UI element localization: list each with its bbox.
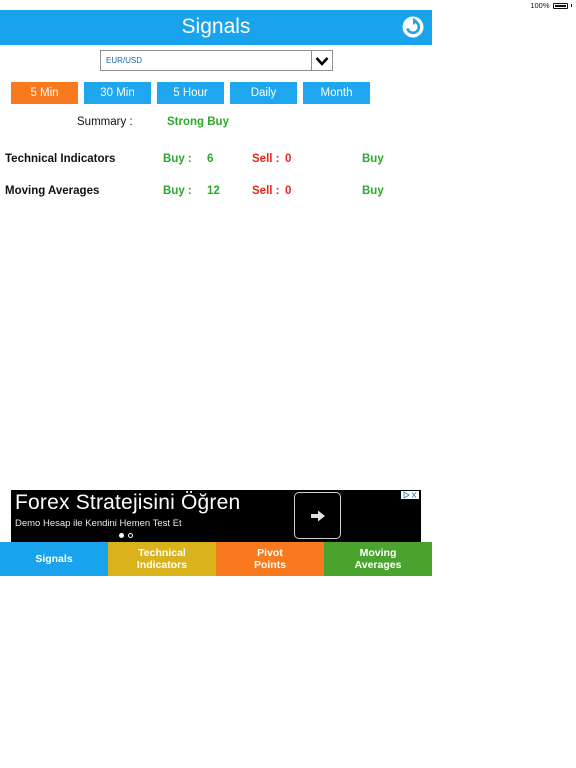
currency-pair-value: EUR/USD xyxy=(106,56,143,65)
tab-signals[interactable] xyxy=(0,542,108,576)
ad-subtext: Demo Hesap ile Kendini Hemen Test Et xyxy=(15,518,182,529)
adchoices-icon[interactable] xyxy=(401,491,419,499)
sell-label: Sell : xyxy=(252,153,280,165)
tab-label: Moving Averages xyxy=(354,547,402,571)
sell-label: Sell : xyxy=(252,185,280,197)
buy-label: Buy : xyxy=(163,153,192,165)
ad-banner[interactable] xyxy=(11,490,421,542)
ad-cta-button[interactable] xyxy=(294,492,341,539)
currency-pair-select[interactable] xyxy=(100,50,333,71)
signal-value: Buy xyxy=(362,153,384,165)
dropdown-toggle[interactable] xyxy=(311,51,332,70)
nav-bar xyxy=(0,10,432,45)
tab-label: Pivot Points xyxy=(253,547,287,571)
summary-value: Strong Buy xyxy=(167,116,229,128)
refresh-button[interactable] xyxy=(402,16,424,38)
ad-page-indicator xyxy=(119,533,133,538)
row-label: Technical Indicators xyxy=(5,153,116,165)
timeframe-5min-button[interactable]: 5 Min xyxy=(11,82,78,104)
tab-technical-indicators[interactable] xyxy=(108,542,216,576)
tab-label: Signals xyxy=(35,553,73,565)
page-title: Signals xyxy=(181,15,251,38)
status-right xyxy=(530,1,572,10)
refresh-icon xyxy=(402,16,424,38)
page-dot xyxy=(128,533,133,538)
battery-nub xyxy=(571,4,573,7)
timeframe-30min-button[interactable]: 30 Min xyxy=(84,82,151,104)
timeframe-month-button[interactable]: Month xyxy=(303,82,370,104)
sell-count: 0 xyxy=(285,185,292,197)
buy-count: 12 xyxy=(207,185,220,197)
timeframe-daily-button[interactable]: Daily xyxy=(230,82,297,104)
tab-moving-averages[interactable] xyxy=(324,542,432,576)
chevron-down-icon xyxy=(315,56,329,66)
buy-label: Buy : xyxy=(163,185,192,197)
arrow-right-icon xyxy=(310,510,326,522)
tab-pivot-points[interactable] xyxy=(216,542,324,576)
battery-icon xyxy=(553,3,568,9)
ad-headline: Forex Stratejisini Öğren xyxy=(15,491,241,514)
timeframe-5hour-button[interactable]: 5 Hour xyxy=(157,82,224,104)
signal-value: Buy xyxy=(362,185,384,197)
battery-percent: 100% xyxy=(530,1,550,10)
page-dot-active xyxy=(119,533,124,538)
buy-count: 6 xyxy=(207,153,214,165)
tab-bar xyxy=(0,542,432,576)
summary-label: Summary : xyxy=(77,116,133,128)
row-label: Moving Averages xyxy=(5,185,100,197)
sell-count: 0 xyxy=(285,153,292,165)
tab-label: Technical Indicators xyxy=(136,547,188,571)
